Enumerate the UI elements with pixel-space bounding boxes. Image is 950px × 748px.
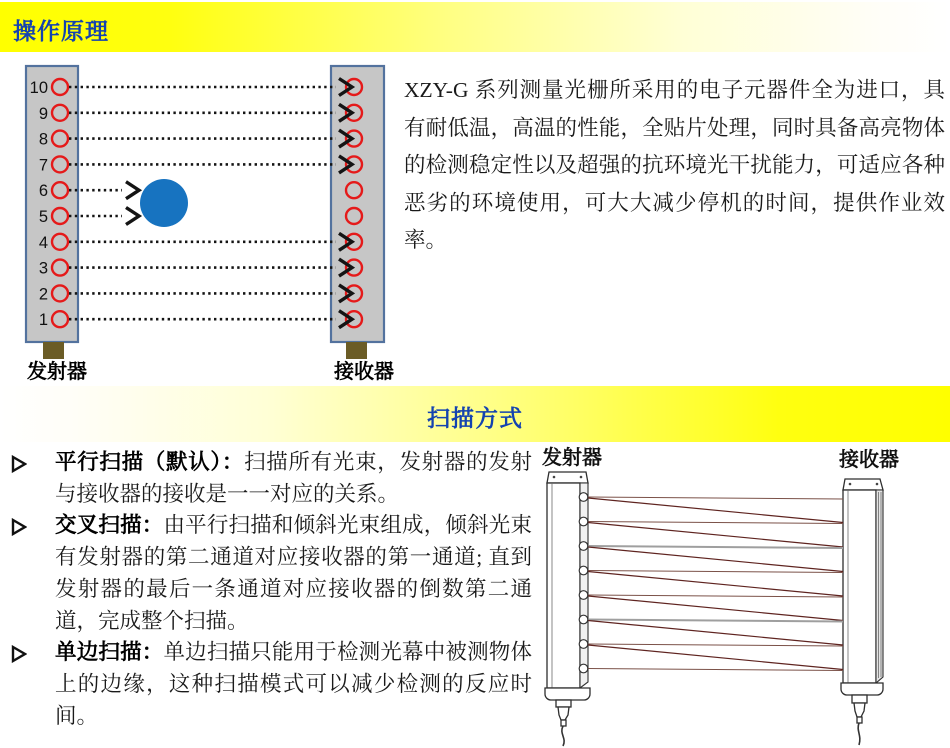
tx-lens-icon — [579, 664, 588, 673]
transmitter-label: 发射器 — [542, 447, 602, 469]
channel-number: 10 — [29, 79, 48, 97]
light-curtain-principle-diagram — [0, 56, 400, 388]
tx-lens-icon — [579, 542, 588, 551]
parallel-beam-line — [588, 522, 843, 524]
parallel-beam-line — [588, 644, 843, 646]
receiver-tower — [841, 479, 883, 745]
diagonal-beam-line — [588, 572, 843, 597]
section-header-operating-principle — [0, 2, 950, 52]
mode-text: 由平行扫描和倾斜光束组成，倾斜光束有发射器的第二通道对应接收器的第一通道; 直到发射器的最后一条通道对应接收器的倒数第二通道，完成整个扫描。 — [55, 513, 532, 633]
parallel-beam-line — [588, 620, 843, 622]
transmitter-label: 发射器 — [27, 361, 87, 383]
cross-scan-diagram — [530, 435, 950, 748]
scan-beam-lines — [579, 493, 843, 673]
channel-number: 6 — [38, 182, 48, 201]
diagonal-beam-line — [588, 523, 843, 548]
channel-number: 1 — [38, 311, 48, 330]
receiver-mount — [346, 342, 367, 359]
receiver-connector — [852, 695, 867, 703]
arrow-bullet-icon — [11, 645, 27, 663]
channel-number: 3 — [38, 259, 48, 278]
mode-text: 单边扫描只能用于检测光幕中被测物体上的边缘，这种扫描模式可以减少检测的反应时间。 — [55, 640, 532, 728]
tx-lens-icon — [579, 640, 588, 649]
section-header-scan-mode — [0, 386, 950, 442]
diagonal-beam-line — [588, 547, 843, 572]
transmitter-tower — [545, 472, 590, 746]
channel-number: 7 — [38, 156, 48, 175]
parallel-beam-line — [588, 595, 843, 597]
tx-lens-icon — [579, 615, 588, 624]
arrow-bullet-icon — [11, 455, 27, 473]
beam-arrow-icon — [126, 208, 139, 225]
section-title: 扫描方式 — [427, 405, 523, 431]
transmitter-mount — [43, 342, 64, 359]
diagonal-beam-line — [588, 645, 843, 670]
tx-lens-icon — [579, 591, 588, 600]
arrow-bullet-icon — [11, 518, 27, 536]
parallel-beam-line — [588, 546, 843, 548]
scan-mode-list — [8, 447, 532, 732]
mode-label: 交叉扫描： — [55, 513, 164, 538]
transmitter-cable — [562, 726, 564, 746]
list-item — [8, 637, 532, 732]
diagonal-beam-line — [588, 498, 843, 523]
receiver-label: 接收器 — [334, 361, 394, 383]
detected-object — [140, 179, 188, 227]
tx-lens-icon — [579, 493, 588, 502]
beam-rows — [30, 79, 362, 330]
tx-lens-icon — [579, 566, 588, 575]
list-item — [8, 447, 532, 510]
receiver-column — [331, 66, 384, 359]
channel-number: 8 — [38, 130, 48, 149]
diagonal-beam-line — [588, 621, 843, 646]
mode-label: 单边扫描： — [55, 640, 164, 665]
tx-lens-icon — [579, 517, 588, 526]
receiver-label: 接收器 — [839, 449, 899, 471]
diagonal-beam-line — [588, 596, 843, 621]
channel-number: 9 — [38, 104, 48, 123]
channel-number: 5 — [38, 208, 48, 226]
parallel-beam-line — [588, 571, 843, 573]
parallel-beam-line — [588, 669, 843, 671]
mode-text: 扫描所有光束，发射器的发射与接收器的接收是一一对应的关系。 — [55, 450, 532, 506]
principle-paragraph: XZY-G 系列测量光栅所采用的电子元器件全为进口，具有耐低温，高温的性能，全贴片处理，同时具备高亮物体的检测稳定性以及超强的抗环境光干扰能力，可适应各种恶劣的环境使用，可大大减少停机的时间，提供作业效率。 — [404, 78, 945, 253]
transmitter-connector — [556, 700, 571, 707]
channel-number: 2 — [38, 285, 48, 304]
list-item — [8, 510, 532, 637]
receiver-cable — [858, 723, 860, 745]
beam-arrow-icon — [126, 182, 139, 199]
channel-number: 4 — [38, 233, 48, 252]
section-title: 操作原理 — [13, 18, 109, 44]
parallel-beam-line — [588, 497, 843, 499]
mode-label: 平行扫描（默认）： — [55, 450, 245, 474]
